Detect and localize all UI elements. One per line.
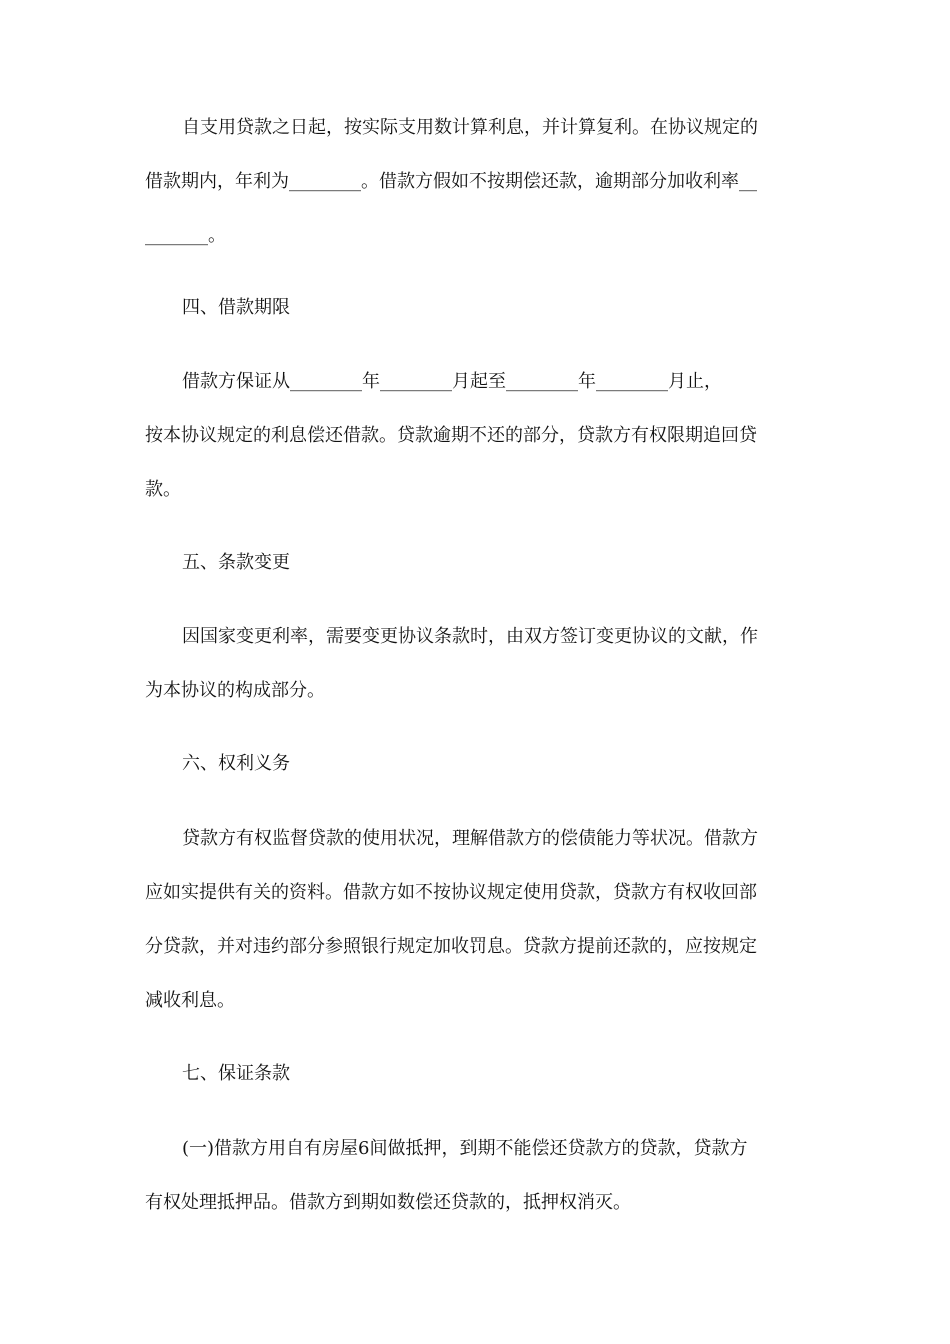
paragraph-line: 款。 [145, 479, 181, 500]
section-heading-6: 六、权利义务 [182, 753, 290, 774]
paragraph-line: 减收利息。 [145, 990, 235, 1011]
paragraph-line: 按本协议规定的利息偿还借款。贷款逾期不还的部分，贷款方有权限期追回贷 [145, 425, 757, 446]
section-heading-7: 七、保证条款 [182, 1063, 290, 1084]
paragraph-line: 分贷款，并对违约部分参照银行规定加收罚息。贷款方提前还款的，应按规定 [145, 936, 757, 957]
paragraph-line: 贷款方有权监督贷款的使用状况，理解借款方的偿债能力等状况。借款方 [182, 828, 758, 849]
paragraph-line: _______。 [145, 225, 226, 246]
paragraph-line: 自支用贷款之日起，按实际支用数计算利息，并计算复利。在协议规定的 [182, 117, 758, 138]
paragraph-line: (一)借款方用自有房屋6间做抵押，到期不能偿还贷款方的贷款，贷款方 [182, 1138, 748, 1159]
paragraph-line: 为本协议的构成部分。 [145, 680, 325, 701]
paragraph-line: 应如实提供有关的资料。借款方如不按协议规定使用贷款，贷款方有权收回部 [145, 882, 757, 903]
paragraph-line: 借款期内，年利为________。借款方假如不按期偿还款，逾期部分加收利率__ [145, 171, 757, 192]
section-heading-5: 五、条款变更 [182, 552, 290, 573]
paragraph-line: 因国家变更利率，需要变更协议条款时，由双方签订变更协议的文献，作 [182, 626, 758, 647]
paragraph-line: 有权处理抵押品。借款方到期如数偿还贷款的，抵押权消灭。 [145, 1192, 631, 1213]
paragraph-line: 借款方保证从________年________月起至________年________月止， [182, 371, 722, 392]
section-heading-4: 四、借款期限 [182, 297, 290, 318]
